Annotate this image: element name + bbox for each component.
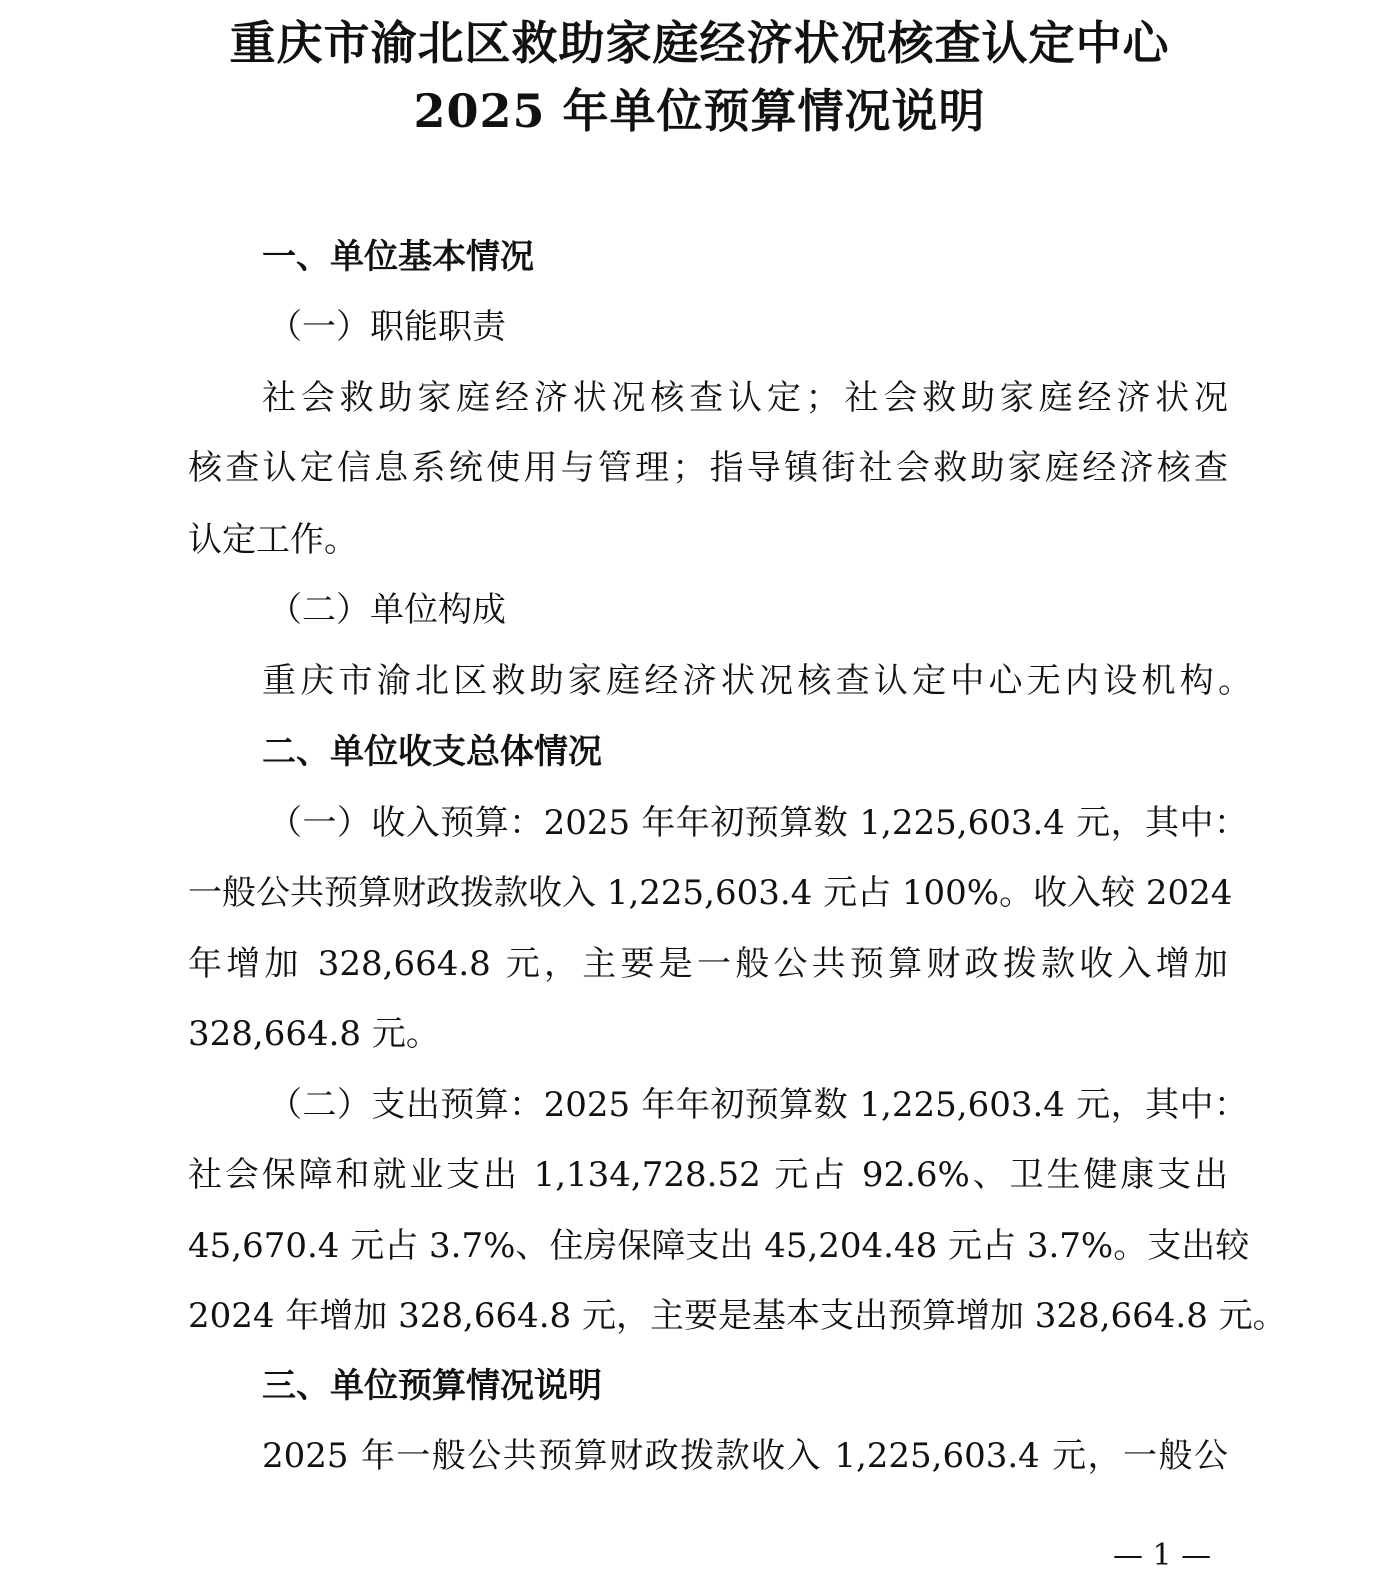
document-title-line1: 重庆市渝北区救助家庭经济状况核查认定中心 — [229, 16, 1170, 70]
section1-subheading-duties: （一）职能职责 — [268, 307, 506, 347]
section3-heading: 三、单位预算情况说明 — [262, 1366, 602, 1406]
paragraph-line: 328,664.8 元。 — [188, 1014, 440, 1054]
paragraph-line: 社会救助家庭经济状况核查认定；社会救助家庭经济状况 — [262, 378, 1228, 418]
paragraph-line: （二）支出预算：2025 年年初预算数 1,225,603.4 元，其中： — [268, 1085, 1248, 1125]
paragraph-line: （一）收入预算：2025 年年初预算数 1,225,603.4 元，其中： — [268, 803, 1248, 843]
page-number: — 1 — — [1113, 1538, 1212, 1573]
paragraph-line: 2025 年一般公共预算财政拨款收入 1,225,603.4 元，一般公 — [262, 1436, 1228, 1476]
paragraph-line: 核查认定信息系统使用与管理；指导镇街社会救助家庭经济核查 — [188, 448, 1228, 488]
paragraph-line: 认定工作。 — [188, 520, 358, 560]
paragraph-line: 社会保障和就业支出 1,134,728.52 元占 92.6%、卫生健康支出 — [188, 1155, 1228, 1195]
paragraph-line: 年增加 328,664.8 元，主要是一般公共预算财政拨款收入增加 — [188, 944, 1228, 984]
section1-heading: 一、单位基本情况 — [262, 237, 534, 277]
paragraph-line: 45,670.4 元占 3.7%、住房保障支出 45,204.48 元占 3.7%。支出较 — [188, 1226, 1250, 1266]
section1-subheading-structure: （二）单位构成 — [268, 590, 506, 630]
section2-heading: 二、单位收支总体情况 — [262, 732, 602, 772]
paragraph-line: 2024 年增加 328,664.8 元，主要是基本支出预算增加 328,664.8 元。 — [188, 1296, 1287, 1336]
paragraph-line: 一般公共预算财政拨款收入 1,225,603.4 元占 100%。收入较 2024 — [188, 873, 1233, 913]
paragraph-line: 重庆市渝北区救助家庭经济状况核查认定中心无内设机构。 — [262, 661, 1252, 701]
document-title-line2: 2025 年单位预算情况说明 — [413, 84, 986, 138]
